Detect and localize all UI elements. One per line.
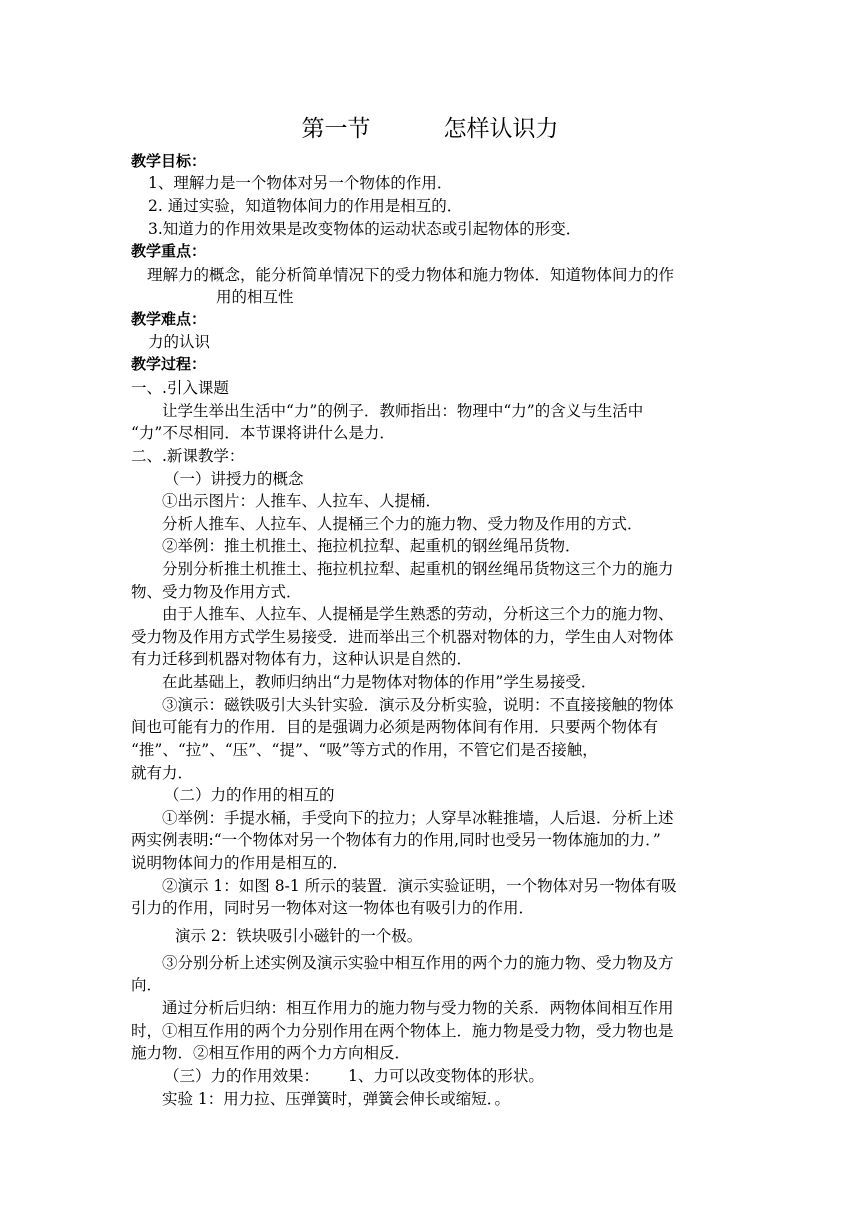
part2-line: 说明物体间力的作用是相互的． [131,854,349,872]
part2-line: 向． [131,976,163,994]
part2-line: 时，①相互作用的两个力分别作用在两个物体上．施力物是受力物，受力物也是 [131,1022,674,1040]
part1-line: 有力迁移到机器对物体有力，这种认识是自然的． [131,650,473,668]
part1-line: 间也可能有力的作用．目的是强调力必须是两物体间有作用．只要两个物体有 [131,718,659,736]
difficulty-line: 力的认识 [148,333,211,351]
goal-item: 3.知道力的作用效果是改变物体的运动状态或引起物体的形变． [148,220,582,238]
part2-line: 引力的作用，同时另一物体对这一物体也有吸引力的作用． [131,899,535,917]
page-title: 第一节 怎样认识力 [301,116,559,142]
part2-line: 施力物．②相互作用的两个力方向相反． [131,1044,411,1062]
part2-line: ①举例：手提水桶，手受向下的拉力；人穿旱冰鞋推墙，人后退．分析上述 [162,809,674,827]
part1-line: 由于人推车、人拉车、人提桶是学生熟悉的劳动，分析这三个力的施力物、 [162,605,674,623]
goals-heading: 教学目标： [131,152,207,170]
part1-line: 就有力． [131,764,194,782]
part1-line: 分析人推车、人拉车、人提桶三个力的施力物、受力物及作用的方式． [162,515,643,533]
part3-line: 实验 1：用力拉、压弹簧时，弹簧会伸长或缩短．。 [162,1090,511,1108]
key-heading: 教学重点： [131,242,207,260]
part1-line: ②举例：推土机推土、拖拉机拉犁、起重机的钢丝绳吊货物． [162,537,581,555]
part2-line: 演示 2：铁块吸引小磁针的一个极。 [175,927,423,945]
part1-line: “推”、“拉”、“压”、“提”、“吸”等方式的作用，不管它们是否接触， [131,741,598,759]
goal-item: 2. 通过实验，知道物体间力的作用是相互的． [148,197,463,215]
part1-line: 物、受力物及作用方式． [131,583,302,601]
part1-line: ③演示：磁铁吸引大头针实验．演示及分析实验，说明：不直接接触的物体 [162,696,674,714]
process-heading: 教学过程： [131,355,207,373]
part2-line: ③分别分析上述实例及演示实验中相互作用的两个力的施力物、受力物及方 [162,954,674,972]
part1-heading: （一）讲授力的概念 [164,470,304,488]
section2-heading: 二、.新课教学： [131,447,245,465]
part2-line: 通过分析后归纳：相互作用力的施力物与受力物的关系．两物体间相互作用 [162,999,674,1017]
part2-line: ②演示 1：如图 8-1 所示的装置．演示实验证明，一个物体对另一物体有吸 [162,877,677,895]
part2-heading: （二）力的作用的相互的 [164,786,335,804]
part1-line: 分别分析推土机推土、拖拉机拉犁、起重机的钢丝绳吊货物这三个力的施力 [162,560,674,578]
key-line: 用的相互性 [216,288,294,306]
part3-heading: （三）力的作用效果： [164,1067,320,1085]
section1-line: “力”不尽相同．本节课将讲什么是力． [131,424,395,442]
part1-line: ①出示图片：人推车、人拉车、人提桶． [162,492,442,510]
goal-item: 1、理解力是一个物体对另一个物体的作用． [148,174,453,192]
section1-heading: 一、.引入课题 [131,379,229,397]
part2-line: 两实例表明:“一个物体对另一个物体有力的作用,同时也受另一物体施加的力．” [131,831,661,849]
part3-inline-item: 1、力可以改变物体的形状。 [348,1067,544,1085]
difficulty-heading: 教学难点： [131,310,207,328]
part1-line: 在此基础上，教师归纳出“力是物体对物体的作用”学生易接受． [162,673,597,691]
part1-line: 受力物及作用方式学生易接受．进而举出三个机器对物体的力，学生由人对物体 [131,628,674,646]
section1-line: 让学生举出生活中“力”的例子．教师指出：物理中“力”的含义与生活中 [162,402,644,420]
key-line: 理解力的概念，能分析简单情况下的受力物体和施力物体．知道物体间力的作 [147,266,675,284]
